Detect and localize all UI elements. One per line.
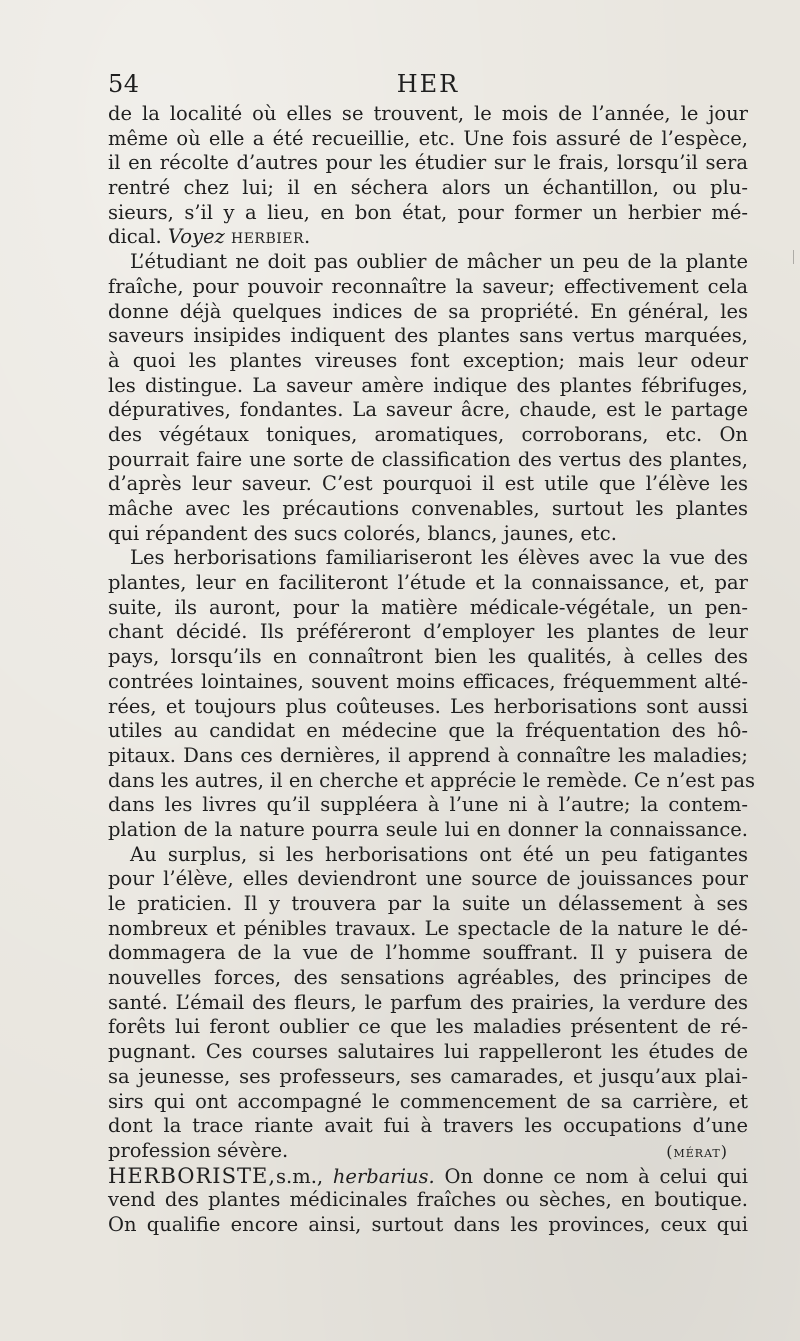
text-fragment: profession sévère.: [108, 1138, 289, 1162]
text-line: rentré chez lui; il en séchera alors un échantillon, ou plu-: [108, 176, 748, 200]
text-line: mâche avec les précautions convenables, surtout les plantes: [108, 497, 748, 520]
text-line: les distingue. La saveur amère indique des plantes fébrifuges,: [108, 373, 748, 397]
text-line: des végétaux toniques, aromatiques, corroborans, etc. On: [108, 422, 748, 446]
text-line: fraîche, pour pouvoir reconnaître la saveur; effectivement cela: [108, 274, 748, 298]
text-line: à quoi les plantes vireuses font exception; mais leur odeur: [108, 348, 748, 372]
text-line: nombreux et pénibles travaux. Le spectacle de la nature le dé-: [108, 916, 748, 940]
text-line: nouvelles forces, des sensations agréables, des principes de: [108, 966, 748, 990]
text-line: plation de la nature pourra seule lui en donner la connaissance.: [108, 817, 748, 841]
text-fragment: On donne ce nom à celui qui: [444, 1164, 748, 1188]
author-signature: (mérat): [666, 1141, 728, 1161]
text-line: dommagera de la vue de l’homme souffrant. Il y puisera de: [108, 941, 748, 965]
entry-latin-name: herbarius.: [332, 1164, 435, 1188]
cross-reference-target: herbier.: [230, 225, 311, 249]
margin-mark: [793, 250, 794, 264]
text-line: vend des plantes médicinales fraîches ou sèches, en boutique.: [108, 1188, 748, 1212]
text-line: santé. L’émail des fleurs, le parfum des prairies, la verdure des: [108, 990, 748, 1014]
text-line: pugnant. Ces courses salutaires lui rappelleront les études de: [108, 1040, 748, 1064]
text-line: chant décidé. Ils préféreront d’employer les plantes de leur: [108, 620, 748, 644]
text-line: forêts lui feront oublier ce que les maladies présentent de ré-: [108, 1015, 748, 1039]
text-line: dépuratives, fondantes. La saveur âcre, chaude, est le partage: [108, 398, 748, 422]
text-line: de la localité où elles se trouvent, le mois de l’année, le jour: [108, 102, 748, 125]
text-line: dans les livres qu’il suppléera à l’une ni à l’autre; la contem-: [108, 793, 748, 817]
text-line: pays, lorsqu’ils en connaîtront bien les qualités, à celles des: [108, 645, 748, 669]
text-line: plantes, leur en faciliteront l’étude et la connaissance, et, par: [108, 571, 748, 595]
text-line: pour l’élève, elles deviendront une source de jouissances pour: [108, 867, 748, 891]
text-line: pourrait faire une sorte de classification des vertus des plantes,: [108, 447, 748, 471]
entry-headword: HERBORISTE,: [108, 1163, 276, 1188]
text-line: dont la trace riante avait fui à travers les occupations d’une: [108, 1114, 748, 1138]
text-fragment: dical.: [108, 225, 162, 249]
text-line: Au surplus, si les herborisations ont été un peu fatigantes: [130, 842, 748, 866]
running-head: HER: [396, 70, 460, 98]
text-line: suite, ils auront, pour la matière médicale-végétale, un pen-: [108, 595, 748, 619]
cross-reference-italic: Voyez: [167, 225, 225, 249]
text-line: L’étudiant ne doit pas oublier de mâcher un peu de la plante: [130, 250, 748, 274]
text-line: rées, et toujours plus coûteuses. Les herborisations sont aussi: [108, 694, 748, 718]
page-number: 54: [108, 70, 140, 98]
text-line: pitaux. Dans ces dernières, il apprend à connaître les maladies;: [108, 743, 748, 767]
text-line: donne déjà quelques indices de sa propriété. En général, les: [108, 299, 748, 323]
text-line: On qualifie encore ainsi, surtout dans les provinces, ceux qui: [108, 1212, 748, 1236]
text-line: qui répandent des sucs colorés, blancs, jaunes, etc.: [108, 521, 617, 545]
entry-grammar: s.m.,: [276, 1164, 324, 1188]
text-line: saveurs insipides indiquent des plantes sans vertus marquées,: [108, 324, 748, 348]
text-line: d’après leur saveur. C’est pourquoi il est utile que l’élève les: [108, 472, 748, 496]
text-line: même où elle a été recueillie, etc. Une fois assuré de l’espèce,: [108, 126, 748, 150]
text-line: dans les autres, il en cherche et apprécie le remède. Ce n’est pas: [108, 768, 755, 792]
text-line: contrées lointaines, souvent moins efficaces, fréquemment alté-: [108, 669, 748, 693]
text-line: sa jeunesse, ses professeurs, ses camarades, et jusqu’aux plai-: [108, 1064, 748, 1088]
entry-first-line: [108, 1164, 748, 1189]
text-line: le praticien. Il y trouvera par la suite un délassement à ses: [108, 892, 748, 915]
page-header: [108, 70, 748, 100]
body-text: [108, 102, 755, 1238]
text-line: sieurs, s’il y a lieu, en bon état, pour former un herbier mé-: [108, 200, 748, 224]
text-line-with-signature: [108, 1139, 748, 1164]
text-line: [108, 225, 748, 250]
text-line: sirs qui ont accompagné le commencement de sa carrière, et: [108, 1089, 748, 1113]
text-line: Les herborisations familiariseront les élèves avec la vue des: [130, 546, 748, 570]
text-line: utiles au candidat en médecine que la fréquentation des hô-: [108, 719, 748, 743]
text-line: il en récolte d’autres pour les étudier sur le frais, lorsqu’il sera: [108, 151, 748, 175]
